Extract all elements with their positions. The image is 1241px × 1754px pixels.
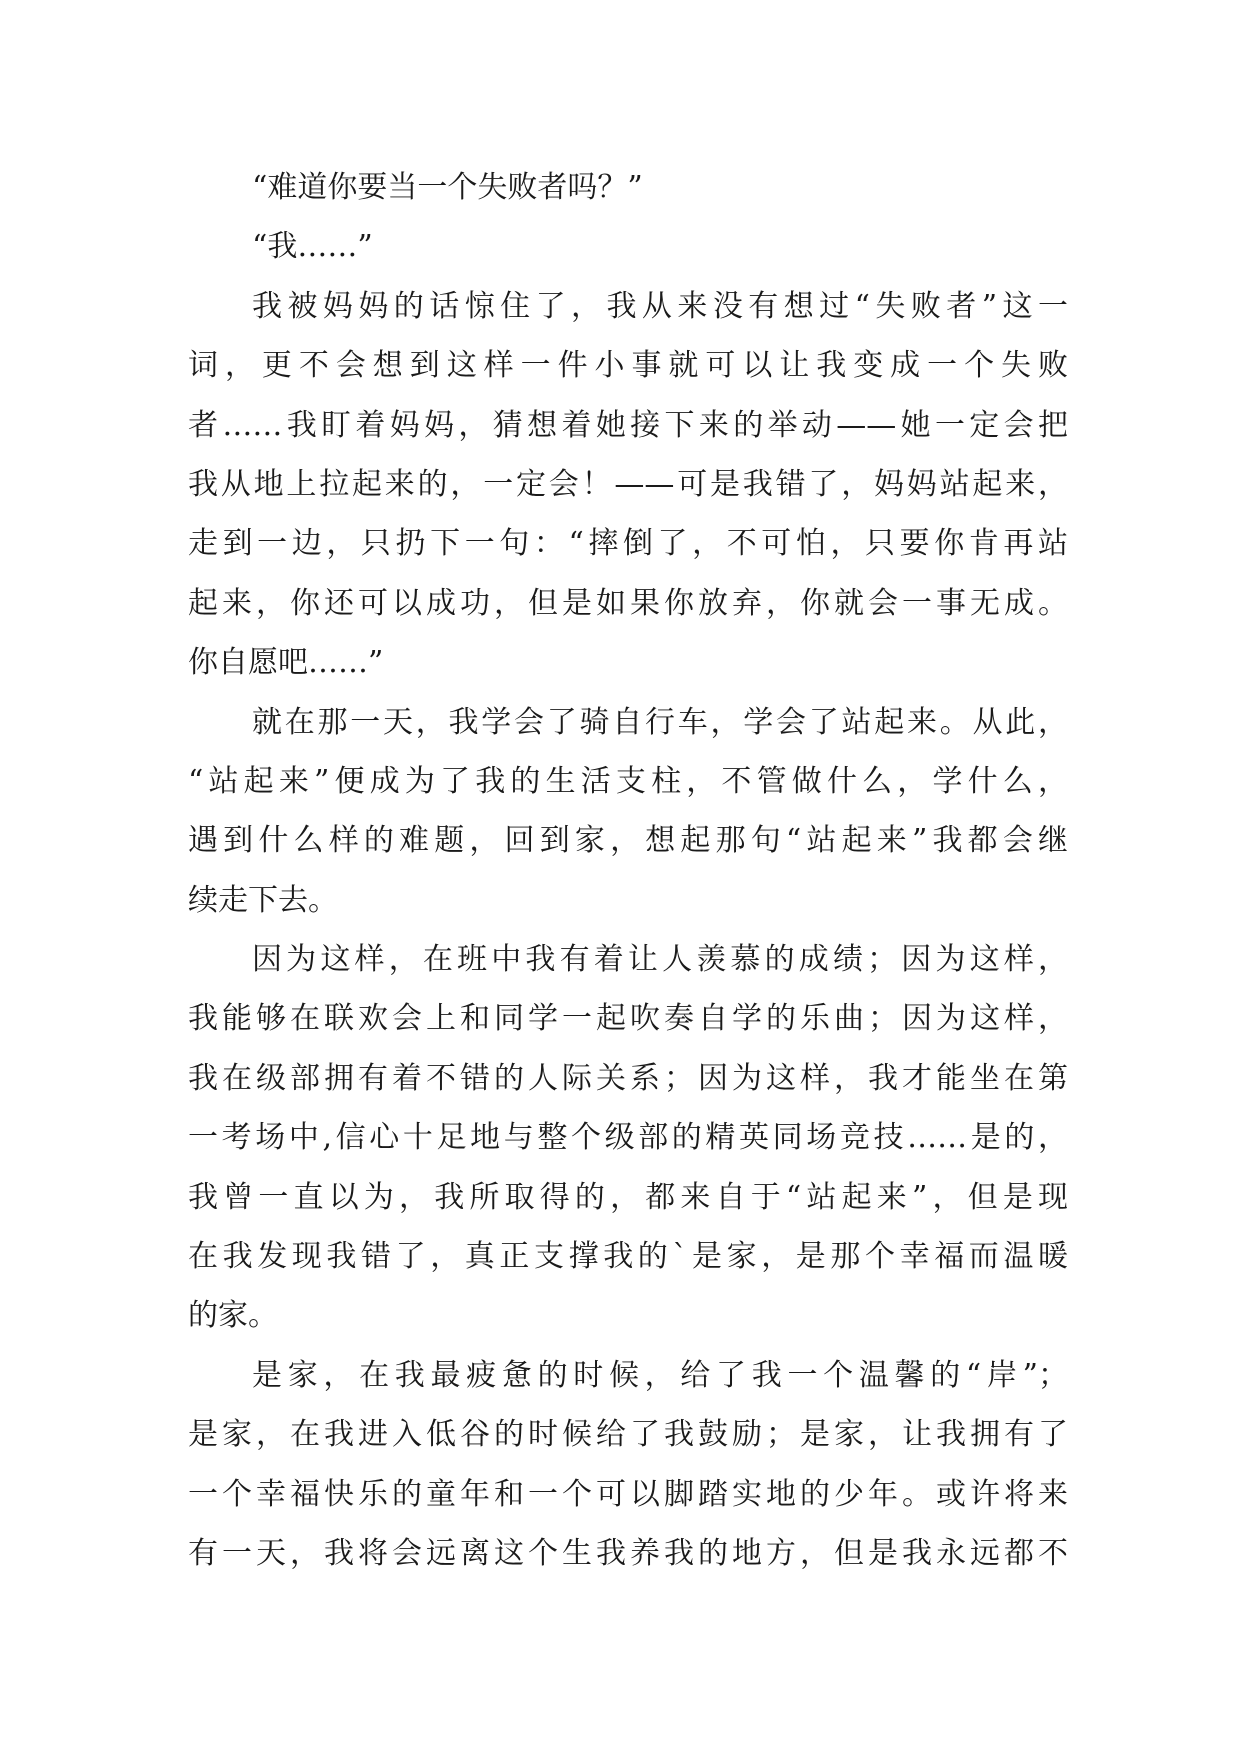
text-line: 的家。 bbox=[188, 1298, 278, 1334]
text-line: 是家，在我最疲惫的时候，给了我一个温馨的“岸”； bbox=[252, 1357, 1068, 1393]
text-line: “我……” bbox=[252, 229, 373, 265]
text-line: 在我发现我错了，真正支撑我的`是家，是那个幸福而温暖 bbox=[188, 1239, 1068, 1275]
text-line: 者……我盯着妈妈，猜想着她接下来的举动——她一定会把 bbox=[188, 407, 1068, 443]
text-line: “难道你要当一个失败者吗？” bbox=[252, 170, 643, 205]
text-line: 因为这样，在班中我有着让人羡慕的成绩；因为这样， bbox=[252, 942, 1068, 978]
text-line: 我从地上拉起来的，一定会！——可是我错了，妈妈站起来， bbox=[188, 466, 1068, 502]
text-line: 就在那一天，我学会了骑自行车，学会了站起来。从此， bbox=[252, 704, 1068, 740]
text-line: 走到一边，只扔下一句：“摔倒了，不可怕，只要你肯再站 bbox=[188, 526, 1068, 562]
text-line: “站起来”便成为了我的生活支柱，不管做什么，学什么， bbox=[188, 763, 1068, 799]
text-line: 你自愿吧……” bbox=[188, 645, 384, 681]
text-line: 我能够在联欢会上和同学一起吹奏自学的乐曲；因为这样， bbox=[188, 1001, 1068, 1037]
text-line: 起来，你还可以成功，但是如果你放弃，你就会一事无成。 bbox=[188, 585, 1068, 621]
text-line: 我曾一直以为，我所取得的，都来自于“站起来”，但是现 bbox=[188, 1179, 1068, 1215]
text-line: 遇到什么样的难题，回到家，想起那句“站起来”我都会继 bbox=[188, 823, 1068, 859]
text-line: 是家，在我进入低谷的时候给了我鼓励；是家，让我拥有了 bbox=[188, 1417, 1068, 1453]
text-line: 词，更不会想到这样一件小事就可以让我变成一个失败 bbox=[188, 348, 1068, 384]
text-line: 我在级部拥有着不错的人际关系；因为这样，我才能坐在第 bbox=[188, 1060, 1068, 1096]
text-line: 一个幸福快乐的童年和一个可以脚踏实地的少年。或许将来 bbox=[188, 1476, 1068, 1512]
text-line: 续走下去。 bbox=[188, 882, 338, 918]
text-line: 我被妈妈的话惊住了，我从来没有想过“失败者”这一 bbox=[252, 288, 1068, 324]
text-line: 有一天，我将会远离这个生我养我的地方，但是我永远都不 bbox=[188, 1535, 1068, 1571]
body-text bbox=[188, 158, 1068, 1583]
text-line: 一考场中,信心十足地与整个级部的精英同场竞技……是的， bbox=[188, 1120, 1068, 1156]
